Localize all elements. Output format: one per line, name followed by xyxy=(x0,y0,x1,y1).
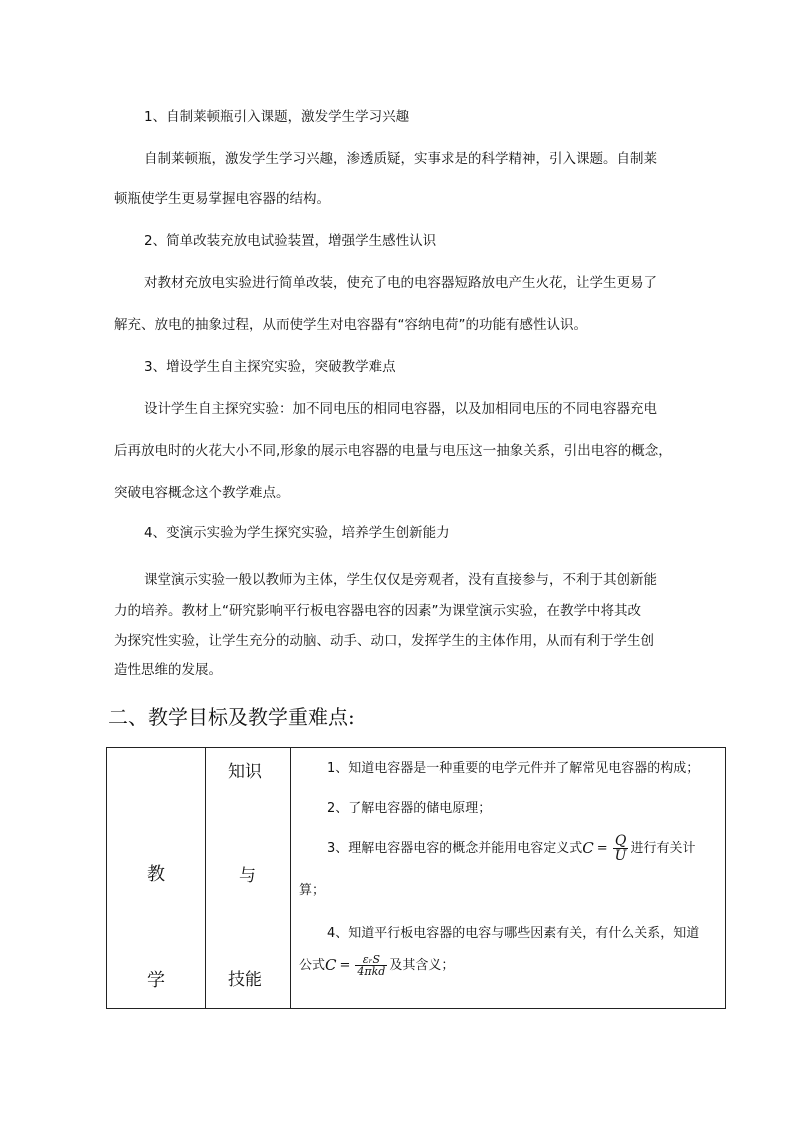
para4-title: 4、变演示实验为学生探究实验，培养学生创新能力 xyxy=(144,525,450,541)
para3-line2: 后再放电时的火花大小不同,形象的展示电容器的电量与电压这一抽象关系，引出电容的概念， xyxy=(114,443,672,459)
para1-line2: 顿瓶使学生更易掌握电容器的结构。 xyxy=(114,191,330,207)
formula2-eq: = xyxy=(339,958,351,973)
objective-item-4-line1: 4、知道平行板电容器的电容与哪些因素有关，有什么关系，知道 xyxy=(327,926,700,941)
subcategory-label-1: 知识 xyxy=(228,762,262,782)
para3-line3: 突破电容概念这个教学难点。 xyxy=(114,485,290,501)
objective-item-4-pre: 公式 xyxy=(299,958,326,973)
para3-line1: 设计学生自主探究实验：加不同电压的相同电容器，以及加相同电压的不同电容器充电 xyxy=(144,401,657,417)
objective-item-2: 2、了解电容器的储电原理； xyxy=(327,801,492,816)
para4-line1: 课堂演示实验一般以教师为主体，学生仅仅是旁观者，没有直接参与，不利于其创新能 xyxy=(144,572,657,588)
para4-line4: 造性思维的发展。 xyxy=(114,662,222,678)
para2-title: 2、简单改装充放电试验装置，增强学生感性认识 xyxy=(144,233,437,249)
subcategory-label-2: 与 xyxy=(239,866,256,886)
para3-title: 3、增设学生自主探究实验，突破教学难点 xyxy=(144,359,396,375)
para1-title: 1、自制莱顿瓶引入课题，激发学生学习兴趣 xyxy=(144,109,410,125)
parallel-plate-capacitance-formula xyxy=(325,954,389,977)
para2-line1: 对教材充放电实验进行简单改装，使充了电的电容器短路放电产生火花，让学生更易了 xyxy=(144,275,657,291)
objective-item-3 xyxy=(327,834,696,863)
table-cell-subcategory xyxy=(206,748,291,1009)
objective-item-3-post: 进行有关计 xyxy=(630,841,696,856)
para1-line1: 自制莱顿瓶，激发学生学习兴趣，渗透质疑，实事求是的科学精神，引入课题。自制莱 xyxy=(144,151,657,167)
formula2-numerator: εᵣS xyxy=(362,953,380,966)
formula2-lhs: C xyxy=(325,956,337,974)
subcategory-label-3: 技能 xyxy=(228,970,262,990)
objective-item-3-continued: 算； xyxy=(299,883,326,898)
objective-item-4-post: 及其含义； xyxy=(389,958,455,973)
para4-line3: 为探究性实验，让学生充分的动脑、动手、动口，发挥学生的主体作用，从而有利于学生创 xyxy=(114,633,654,649)
objective-item-1: 1、知道电容器是一种重要的电学元件并了解常见电容器的构成； xyxy=(327,761,700,776)
category-char-1: 教 xyxy=(147,864,165,885)
para4-line2: 力的培养。教材上“研究影响平行板电容器电容的因素”为课堂演示实验，在教学中将其改 xyxy=(114,603,641,619)
formula2-denominator: 4πkd xyxy=(357,965,386,978)
formula1-denominator: U xyxy=(614,848,627,864)
table-cell-category xyxy=(107,748,206,1009)
formula1-eq: = xyxy=(596,841,608,856)
table-cell-content xyxy=(291,748,726,1009)
category-char-2: 学 xyxy=(147,970,165,991)
objective-item-4-line2 xyxy=(299,954,454,977)
objectives-table xyxy=(106,747,726,1009)
formula1-lhs: C xyxy=(582,839,594,857)
formula1-numerator: Q xyxy=(614,833,627,849)
capacitance-definition-formula xyxy=(582,834,630,863)
objective-item-3-pre: 3、理解电容器电容的概念并能用电容定义式 xyxy=(327,841,583,856)
section-heading: 二、教学目标及教学重难点: xyxy=(108,705,355,729)
para2-line2: 解充、放电的抽象过程，从而使学生对电容器有“容纳电荷”的功能有感性认识。 xyxy=(114,317,587,333)
